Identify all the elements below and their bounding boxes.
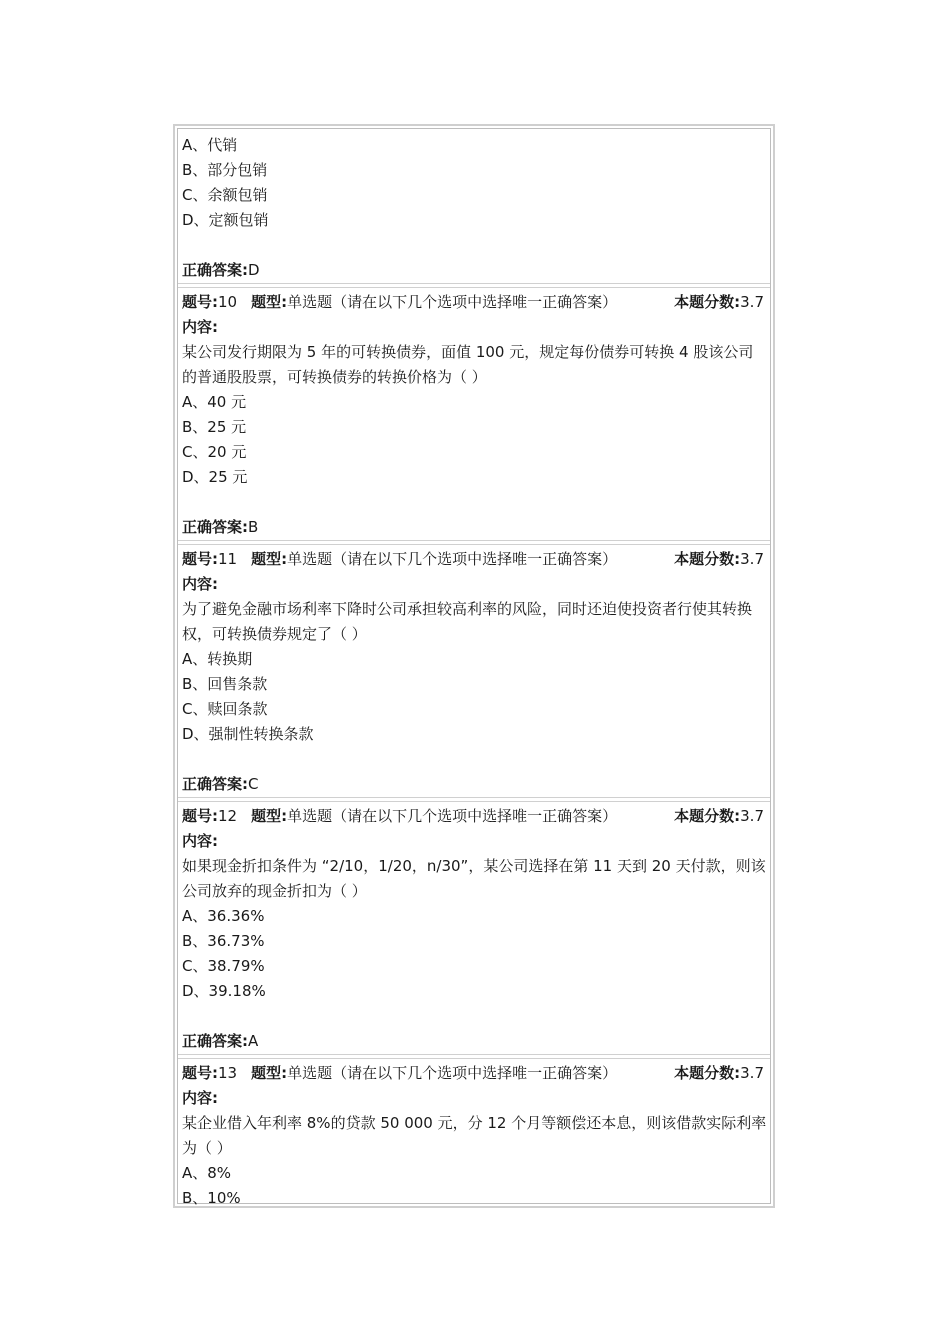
- question-frame-inner: [177, 128, 771, 1207]
- question-block-11: [182, 547, 768, 797]
- question-header: [182, 290, 768, 315]
- score-label: 本题分数:: [674, 807, 741, 825]
- answer-value: B: [248, 518, 259, 536]
- question-block-13: [182, 1061, 768, 1211]
- number-label: 题号:: [182, 1064, 218, 1082]
- number-label: 题号:: [182, 293, 218, 311]
- blank-line: [182, 1004, 768, 1029]
- option-d: D、25 元: [182, 468, 248, 486]
- option-a: A、40 元: [182, 393, 247, 411]
- separator: [178, 540, 770, 545]
- answer-line: [182, 258, 768, 283]
- option-a: A、代销: [182, 136, 238, 154]
- answer-label: 正确答案:: [182, 261, 248, 279]
- score-label: 本题分数:: [674, 550, 741, 568]
- question-block-12: [182, 804, 768, 1054]
- question-block-prev: [182, 133, 768, 283]
- score: [674, 1061, 764, 1086]
- option-c: C、余额包销: [182, 186, 268, 204]
- content-label: 内容:: [182, 318, 218, 336]
- type-label: 题型:: [251, 293, 288, 311]
- option-d: D、定额包销: [182, 211, 269, 229]
- question-header: [182, 804, 768, 829]
- question-number: 11: [218, 550, 238, 568]
- blank-line: [182, 490, 768, 515]
- question-block-10: [182, 290, 768, 540]
- option-b: B、10%: [182, 1189, 241, 1207]
- blank-line: [182, 233, 768, 258]
- question-content: 某公司发行期限为 5 年的可转换债券，面值 100 元，规定每份债券可转换 4 股该公司的普通股股票，可转换债券的转换价格为（ ）: [182, 343, 754, 386]
- score-value: 3.7: [740, 293, 764, 311]
- question-list: [182, 133, 768, 1211]
- number-label: 题号:: [182, 550, 218, 568]
- option-d: D、强制性转换条款: [182, 725, 314, 743]
- question-type: 单选题（请在以下几个选项中选择唯一正确答案）: [287, 807, 618, 825]
- content-label: 内容:: [182, 1089, 218, 1107]
- score-value: 3.7: [740, 807, 764, 825]
- question-number: 12: [218, 807, 238, 825]
- option-a: A、转换期: [182, 650, 253, 668]
- content-label: 内容:: [182, 575, 218, 593]
- score-label: 本题分数:: [674, 1064, 741, 1082]
- blank-line: [182, 747, 768, 772]
- option-c: C、38.79%: [182, 957, 265, 975]
- content-label: 内容:: [182, 832, 218, 850]
- type-label: 题型:: [251, 1064, 288, 1082]
- separator: [178, 797, 770, 802]
- question-type: 单选题（请在以下几个选项中选择唯一正确答案）: [287, 293, 618, 311]
- option-a: A、8%: [182, 1164, 232, 1182]
- answer-label: 正确答案:: [182, 1032, 248, 1050]
- score-value: 3.7: [740, 550, 764, 568]
- option-b: B、25 元: [182, 418, 247, 436]
- option-c: C、20 元: [182, 443, 247, 461]
- question-content: 为了避免金融市场利率下降时公司承担较高利率的风险，同时还迫使投资者行使其转换权，可转换债券规定了（ ）: [182, 600, 753, 643]
- question-content: 如果现金折扣条件为 “2/10，1/20，n/30”，某公司选择在第 11 天到 20 天付款，则该公司放弃的现金折扣为（ ）: [182, 857, 766, 900]
- number-label: 题号:: [182, 807, 218, 825]
- score: [674, 547, 764, 572]
- answer-line: [182, 772, 768, 797]
- separator: [178, 1054, 770, 1059]
- question-number: 13: [218, 1064, 238, 1082]
- answer-label: 正确答案:: [182, 775, 248, 793]
- answer-value: C: [248, 775, 259, 793]
- question-frame: [173, 124, 775, 1208]
- option-d: D、39.18%: [182, 982, 266, 1000]
- score-label: 本题分数:: [674, 293, 741, 311]
- option-a: A、36.36%: [182, 907, 265, 925]
- answer-label: 正确答案:: [182, 518, 248, 536]
- question-content: 某企业借入年利率 8%的贷款 50 000 元，分 12 个月等额偿还本息，则该借款实际利率为（ ）: [182, 1114, 767, 1157]
- option-c: C、赎回条款: [182, 700, 268, 718]
- answer-line: [182, 1029, 768, 1054]
- question-number: 10: [218, 293, 238, 311]
- option-b: B、部分包销: [182, 161, 268, 179]
- answer-line: [182, 515, 768, 540]
- question-type: 单选题（请在以下几个选项中选择唯一正确答案）: [287, 550, 618, 568]
- answer-value: D: [248, 261, 260, 279]
- option-b: B、回售条款: [182, 675, 268, 693]
- score: [674, 804, 764, 829]
- answer-value: A: [248, 1032, 259, 1050]
- score: [674, 290, 764, 315]
- separator: [178, 283, 770, 288]
- type-label: 题型:: [251, 550, 288, 568]
- type-label: 题型:: [251, 807, 288, 825]
- question-header: [182, 1061, 768, 1086]
- question-type: 单选题（请在以下几个选项中选择唯一正确答案）: [287, 1064, 618, 1082]
- question-header: [182, 547, 768, 572]
- option-b: B、36.73%: [182, 932, 265, 950]
- score-value: 3.7: [740, 1064, 764, 1082]
